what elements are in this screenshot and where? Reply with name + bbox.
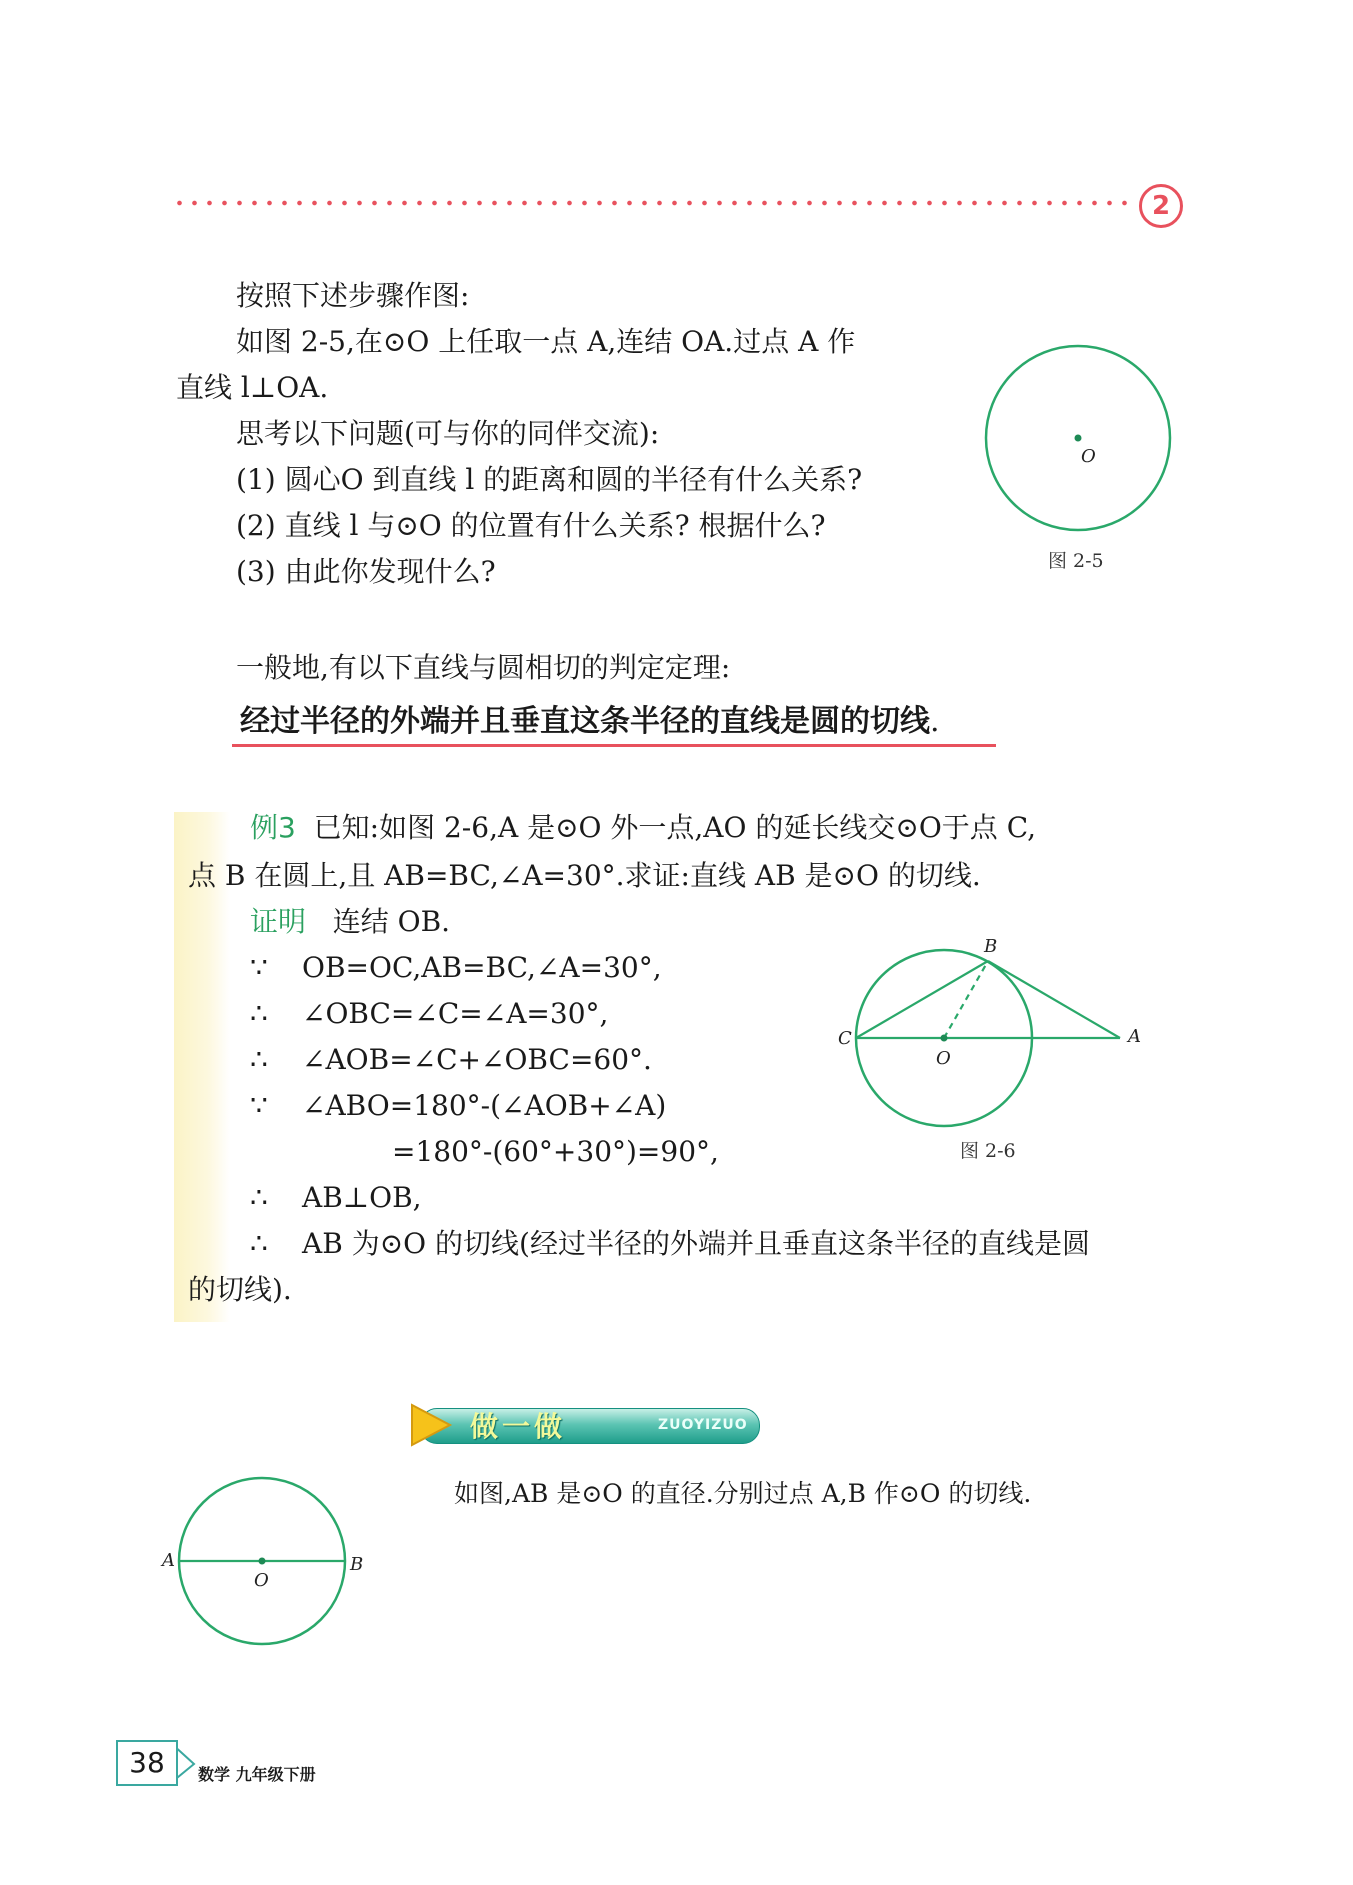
proof-step-3-symbol: ∴ — [250, 1043, 268, 1076]
footer-book-title: 数学 九年级下册 — [198, 1765, 316, 1784]
intro-line-1: 按照下述步骤作图: — [236, 279, 470, 312]
example-line-2: 点 B 在圆上,且 AB=BC,∠A=30°.求证:直线 AB 是⊙O 的切线. — [188, 859, 981, 892]
example-line-1 — [250, 808, 1036, 848]
figure-2-6-line-cb — [856, 961, 988, 1038]
figure-2-6-dashed-ob — [944, 961, 988, 1038]
figure-2-6-label-c: C — [838, 1028, 852, 1049]
proof-step-3: ∠AOB=∠C+∠OBC=60°. — [302, 1043, 652, 1076]
question-3: (3) 由此你发现什么? — [236, 555, 496, 588]
proof-step-6: AB⊥OB, — [302, 1181, 422, 1214]
figure-2-6-label-a: A — [1128, 1026, 1141, 1047]
proof-intro — [250, 902, 450, 942]
activity-banner — [408, 1403, 760, 1447]
intro-line-2: 如图 2-5,在⊙O 上任取一点 A,连结 OA.过点 A 作 — [236, 325, 856, 358]
intro-line-4: 思考以下问题(可与你的同伴交流): — [236, 417, 660, 450]
question-1: (1) 圆心O 到直线 l 的距离和圆的半径有什么关系? — [236, 463, 863, 496]
proof-label: 证明 — [250, 905, 307, 938]
page-number: 38 — [129, 1746, 165, 1779]
figure-activity-center-point — [259, 1558, 266, 1565]
figure-activity-label-o: O — [254, 1570, 269, 1591]
figure-2-5-caption: 图 2-5 — [1048, 550, 1104, 572]
example-label: 例3 — [250, 811, 296, 844]
header-dotted-rule — [172, 200, 1132, 206]
proof-step-1: OB=OC,AB=BC,∠A=30°, — [302, 951, 662, 984]
activity-title: 做一做 — [470, 1410, 567, 1443]
activity-subtitle: ZUOYIZUO — [658, 1417, 748, 1433]
theorem-intro: 一般地,有以下直线与圆相切的判定定理: — [236, 651, 731, 684]
figure-2-6 — [820, 930, 1150, 1130]
proof-last-line: 的切线). — [188, 1273, 292, 1306]
page-number-box — [116, 1740, 178, 1786]
play-arrow-icon — [408, 1403, 456, 1447]
figure-2-6-caption: 图 2-6 — [960, 1140, 1016, 1162]
theorem-period: . — [930, 704, 940, 739]
proof-step-4: ∠ABO=180°-(∠AOB+∠A) — [302, 1089, 667, 1122]
figure-activity — [150, 1470, 400, 1660]
figure-2-5-label-o: O — [1081, 446, 1096, 467]
theorem-statement — [240, 700, 940, 744]
figure-2-5 — [980, 340, 1180, 540]
example-line-1-text: 已知:如图 2-6,A 是⊙O 外一点,AO 的延长线交⊙O于点 C, — [313, 811, 1037, 844]
figure-2-6-center-point — [941, 1035, 948, 1042]
question-2: (2) 直线 l 与⊙O 的位置有什么关系? 根据什么? — [236, 509, 826, 542]
figure-activity-label-b: B — [350, 1554, 364, 1575]
proof-step-7: AB 为⊙O 的切线(经过半径的外端并且垂直这条半径的直线是圆 — [302, 1227, 1090, 1260]
proof-step-4-symbol: ∵ — [250, 1089, 268, 1122]
proof-step-1-symbol: ∵ — [250, 951, 268, 984]
figure-activity-label-a: A — [162, 1550, 175, 1571]
figure-2-5-center-point — [1075, 435, 1082, 442]
figure-2-6-label-b: B — [984, 936, 998, 957]
chapter-number-badge: 2 — [1139, 184, 1183, 228]
proof-step-7-symbol: ∴ — [250, 1227, 268, 1260]
proof-step-5: =180°-(60°+30°)=90°, — [392, 1135, 719, 1168]
proof-step-2-symbol: ∴ — [250, 997, 268, 1030]
intro-line-3: 直线 l⊥OA. — [176, 371, 329, 404]
theorem-underline — [232, 744, 996, 747]
activity-text: 如图,AB 是⊙O 的直径.分别过点 A,B 作⊙O 的切线. — [454, 1479, 1032, 1508]
figure-2-6-line-ba — [988, 961, 1120, 1038]
theorem-statement-text: 经过半径的外端并且垂直这条半径的直线是圆的切线 — [240, 704, 930, 739]
proof-intro-text: 连结 OB. — [332, 905, 451, 938]
proof-step-6-symbol: ∴ — [250, 1181, 268, 1214]
proof-step-2: ∠OBC=∠C=∠A=30°, — [302, 997, 609, 1030]
figure-2-6-label-o: O — [936, 1048, 951, 1069]
